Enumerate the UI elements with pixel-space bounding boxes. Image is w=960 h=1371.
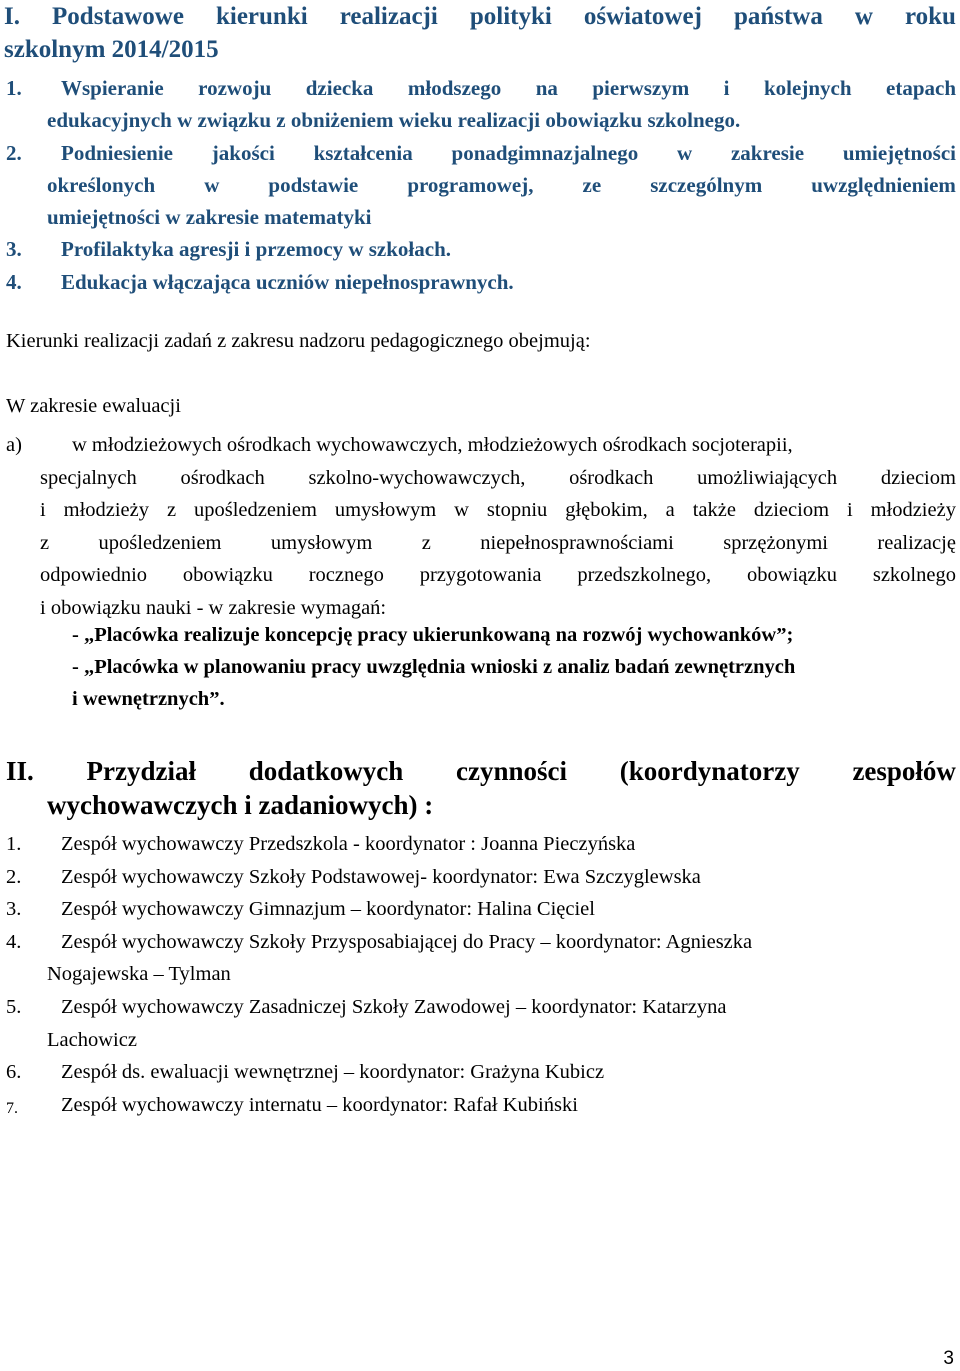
word: programowej, bbox=[407, 173, 534, 197]
word: etapach bbox=[886, 76, 956, 100]
word: z bbox=[166, 499, 177, 521]
list-number: 7. bbox=[6, 1099, 18, 1117]
word: w bbox=[854, 3, 873, 30]
item-2-line2 bbox=[47, 169, 956, 201]
word: zakresie bbox=[730, 141, 805, 165]
word: młodzieży bbox=[63, 499, 150, 521]
word: i bbox=[40, 499, 46, 521]
word: sprzężonymi bbox=[723, 531, 828, 554]
section-2-heading-line2: wychowawczych i zadaniowych) : bbox=[47, 790, 434, 820]
word: specjalnych bbox=[40, 466, 137, 489]
word: także bbox=[692, 499, 736, 521]
word: rozwoju bbox=[198, 76, 272, 100]
list-item-text: Zespół wychowawczy Zasadniczej Szkoły Zawodowej – koordynator: Katarzyna bbox=[61, 996, 727, 1018]
item-1-line2: edukacyjnych w związku z obniżeniem wieku realizacji obowiązku szkolnego. bbox=[47, 108, 741, 132]
word: z bbox=[421, 531, 431, 554]
word: kolejnych bbox=[764, 76, 852, 100]
word: i bbox=[723, 76, 730, 100]
item-number: 4. bbox=[6, 270, 22, 294]
word: z bbox=[40, 531, 50, 554]
word: głębokim, bbox=[565, 499, 648, 521]
word: młodzieży bbox=[870, 499, 956, 521]
requirement-2-line1: - „Placówka w planowaniu pracy uwzględnia wnioski z analiz badań zewnętrznych bbox=[72, 656, 796, 678]
word: jakości bbox=[211, 141, 275, 165]
word: roku bbox=[904, 3, 956, 30]
evaluation-line1: w młodzieżowych ośrodkach wychowawczych, młodzieżowych ośrodkach socjoterapii, bbox=[72, 434, 793, 456]
list-item-text: Zespół wychowawczy internatu – koordynator: Rafał Kubiński bbox=[61, 1093, 578, 1116]
word: kierunki bbox=[215, 3, 308, 30]
word: zespołów bbox=[852, 756, 956, 786]
intro-text: Kierunki realizacji zadań z zakresu nadzoru pedagogicznego obejmują: bbox=[6, 330, 591, 352]
word: rocznego bbox=[308, 564, 384, 586]
evaluation-line3 bbox=[40, 494, 956, 527]
word: szkolnego bbox=[872, 564, 956, 586]
word: stopniu bbox=[486, 499, 548, 521]
list-number: 6. bbox=[6, 1061, 22, 1084]
word: II. bbox=[6, 756, 34, 786]
word: odpowiednio bbox=[40, 564, 148, 586]
evaluation-heading: W zakresie ewaluacji bbox=[6, 395, 181, 417]
word: polityki bbox=[469, 3, 552, 30]
word: młodszego bbox=[407, 76, 502, 100]
word: Przydział bbox=[86, 756, 196, 786]
evaluation-line4 bbox=[40, 527, 956, 560]
section-1-heading bbox=[4, 0, 956, 66]
list-number: 2. bbox=[6, 865, 22, 888]
section-1-heading-line2: szkolnym 2014/2015 bbox=[4, 36, 219, 63]
item-number: 2. bbox=[6, 141, 22, 165]
word: Wspieranie bbox=[61, 76, 164, 100]
list-item-text: Zespół ds. ewaluacji wewnętrznej – koordynator: Grażyna Kubicz bbox=[61, 1061, 605, 1084]
list-item-text: Zespół wychowawczy Szkoły Podstawowej- koordynator: Ewa Szczyglewska bbox=[61, 865, 701, 888]
word: podstawie bbox=[268, 173, 359, 197]
section-1-heading-line1 bbox=[4, 0, 956, 33]
list-number: 3. bbox=[6, 898, 22, 921]
word: umysłowym bbox=[334, 499, 437, 521]
word: Podstawowe bbox=[52, 3, 184, 30]
word: ponadgimnazjalnego bbox=[451, 141, 639, 165]
item-number: 3. bbox=[6, 237, 22, 261]
word: obowiązku bbox=[182, 564, 273, 586]
requirement-2-line2: i wewnętrznych”. bbox=[72, 688, 225, 710]
evaluation-line6: i obowiązku nauki - w zakresie wymagań: bbox=[40, 596, 387, 619]
evaluation-line5 bbox=[40, 559, 956, 592]
word: upośledzeniem bbox=[98, 531, 222, 554]
item-1-line1 bbox=[61, 72, 956, 104]
list-item-text: Zespół wychowawczy Przedszkola - koordynator : Joanna Pieczyńska bbox=[61, 833, 636, 855]
word: oświatowej bbox=[583, 3, 702, 30]
list-number: 5. bbox=[6, 996, 22, 1018]
item-2-line1 bbox=[61, 137, 956, 169]
evaluation-line2 bbox=[40, 462, 956, 495]
word: realizacji bbox=[339, 3, 438, 30]
item-number: 1. bbox=[6, 76, 22, 100]
word: niepełnosprawnościami bbox=[480, 531, 674, 554]
list-item-text-cont: Lachowicz bbox=[47, 1028, 137, 1051]
word: I. bbox=[4, 3, 20, 30]
word: ze bbox=[582, 173, 602, 197]
word: realizację bbox=[877, 531, 956, 554]
word: na bbox=[535, 76, 558, 100]
section-2-heading-line1 bbox=[6, 754, 956, 788]
word: uwzględnieniem bbox=[811, 173, 956, 197]
list-number: 4. bbox=[6, 930, 22, 953]
list-item-text: Zespół wychowawczy Szkoły Przysposabiającej do Pracy – koordynator: Agnieszka bbox=[61, 930, 753, 953]
requirement-1: - „Placówka realizuje koncepcję pracy ukierunkowaną na rozwój wychowanków”; bbox=[72, 624, 794, 646]
word: a bbox=[665, 499, 675, 521]
list-item-text: Zespół wychowawczy Gimnazjum – koordynator: Halina Cięciel bbox=[61, 898, 595, 921]
word: szkolno-wychowawczych, bbox=[308, 466, 526, 489]
page-number: 3 bbox=[943, 1348, 954, 1369]
word: dziecka bbox=[305, 76, 374, 100]
list-item-text-cont: Nogajewska – Tylman bbox=[47, 963, 231, 986]
word: i bbox=[846, 499, 853, 521]
word: szczególnym bbox=[650, 173, 763, 197]
word: upośledzeniem bbox=[193, 499, 317, 521]
list-number: 1. bbox=[6, 833, 22, 855]
list-marker: a) bbox=[6, 434, 22, 456]
section-2-heading bbox=[6, 754, 956, 822]
word: Podniesienie bbox=[61, 141, 174, 165]
word: (koordynatorzy bbox=[619, 756, 800, 786]
word: czynności bbox=[455, 756, 567, 786]
word: w bbox=[454, 499, 469, 521]
word: przedszkolnego, bbox=[577, 564, 712, 586]
word: pierwszym bbox=[592, 76, 690, 100]
item-3-text: Profilaktyka agresji i przemocy w szkołach. bbox=[61, 237, 452, 261]
word: przygotowania bbox=[419, 564, 542, 586]
word: dzieciom bbox=[753, 499, 830, 521]
word: w bbox=[204, 173, 220, 197]
word: dodatkowych bbox=[248, 756, 404, 786]
item-2-line3: umiejętności w zakresie matematyki bbox=[47, 205, 372, 229]
word: określonych bbox=[47, 173, 156, 197]
word: umożliwiających bbox=[697, 466, 838, 489]
word: ośrodkach bbox=[180, 466, 265, 489]
word: umysłowym bbox=[270, 531, 373, 554]
word: umiejętności bbox=[842, 141, 956, 165]
item-4-text: Edukacja włączająca uczniów niepełnosprawnych. bbox=[61, 270, 514, 294]
word: państwa bbox=[733, 3, 823, 30]
word: w bbox=[677, 141, 693, 165]
word: dzieciom bbox=[880, 466, 956, 489]
word: ośrodkach bbox=[569, 466, 654, 489]
word: obowiązku bbox=[747, 564, 837, 586]
word: kształcenia bbox=[313, 141, 413, 165]
